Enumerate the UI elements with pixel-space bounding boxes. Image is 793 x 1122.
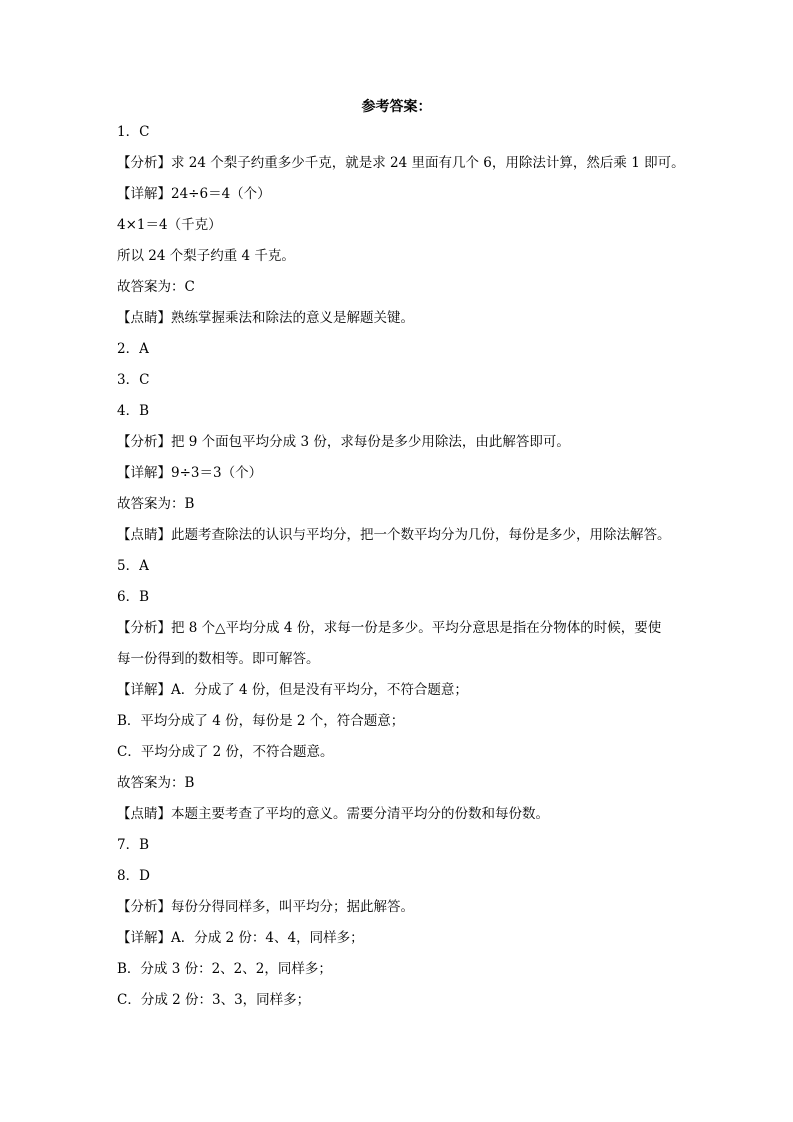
answer-line: 故答案为：B bbox=[117, 496, 195, 512]
answer-line: B．平均分成了 4 份，每份是 2 个，符合题意； bbox=[117, 713, 405, 729]
answer-line: 5．A bbox=[117, 558, 149, 574]
answer-line: 故答案为：C bbox=[117, 279, 195, 295]
answer-key-title: 参考答案： bbox=[361, 99, 432, 115]
answer-line: 【分析】把 8 个△平均分成 4 份，求每一份是多少。平均分意思是指在分物体的时候，要使 bbox=[117, 620, 662, 636]
answer-line: 【点睛】本题主要考查了平均的意义。需要分清平均分的份数和每份数。 bbox=[117, 806, 549, 822]
answer-line: 【分析】求 24 个梨子约重多少千克，就是求 24 里面有几个 6，用除法计算，然后乘 1 即可。 bbox=[117, 155, 685, 171]
answer-line: 【分析】把 9 个面包平均分成 3 份，求每份是多少用除法，由此解答即可。 bbox=[117, 434, 570, 450]
answer-line: 3．C bbox=[117, 372, 150, 388]
answer-line: 【详解】A．分成了 4 份，但是没有平均分，不符合题意； bbox=[117, 682, 468, 698]
answer-line: 1．C bbox=[117, 124, 150, 140]
answer-line: 【点睛】此题考查除法的认识与平均分，把一个数平均分为几份，每份是多少，用除法解答。 bbox=[117, 527, 671, 543]
answer-line: 所以 24 个梨子约重 4 千克。 bbox=[117, 248, 295, 264]
answer-content bbox=[117, 122, 697, 1021]
answer-line: 4．B bbox=[117, 403, 150, 419]
answer-line: 【详解】A．分成 2 份：4、4，同样多； bbox=[117, 930, 364, 946]
answer-line: 6．B bbox=[117, 589, 150, 605]
answer-line: C．分成 2 份：3、3，同样多； bbox=[117, 992, 311, 1008]
answer-line: 故答案为：B bbox=[117, 775, 195, 791]
answer-line: 每一份得到的数相等。即可解答。 bbox=[117, 651, 320, 667]
answer-line: 【详解】9÷3＝3（个） bbox=[117, 465, 263, 481]
answer-line: 【分析】每份分得同样多，叫平均分；据此解答。 bbox=[117, 899, 414, 915]
answer-line: 【点睛】熟练掌握乘法和除法的意义是解题关键。 bbox=[117, 310, 414, 326]
answer-line: 4×1＝4（千克） bbox=[117, 217, 222, 233]
answer-line: 7．B bbox=[117, 837, 150, 853]
answer-line: 2．A bbox=[117, 341, 149, 357]
answer-line: 8．D bbox=[117, 868, 150, 884]
answer-line: B．分成 3 份：2、2、2，同样多； bbox=[117, 961, 332, 977]
answer-line: 【详解】24÷6＝4（个） bbox=[117, 186, 271, 202]
answer-line: C．平均分成了 2 份，不符合题意。 bbox=[117, 744, 334, 760]
